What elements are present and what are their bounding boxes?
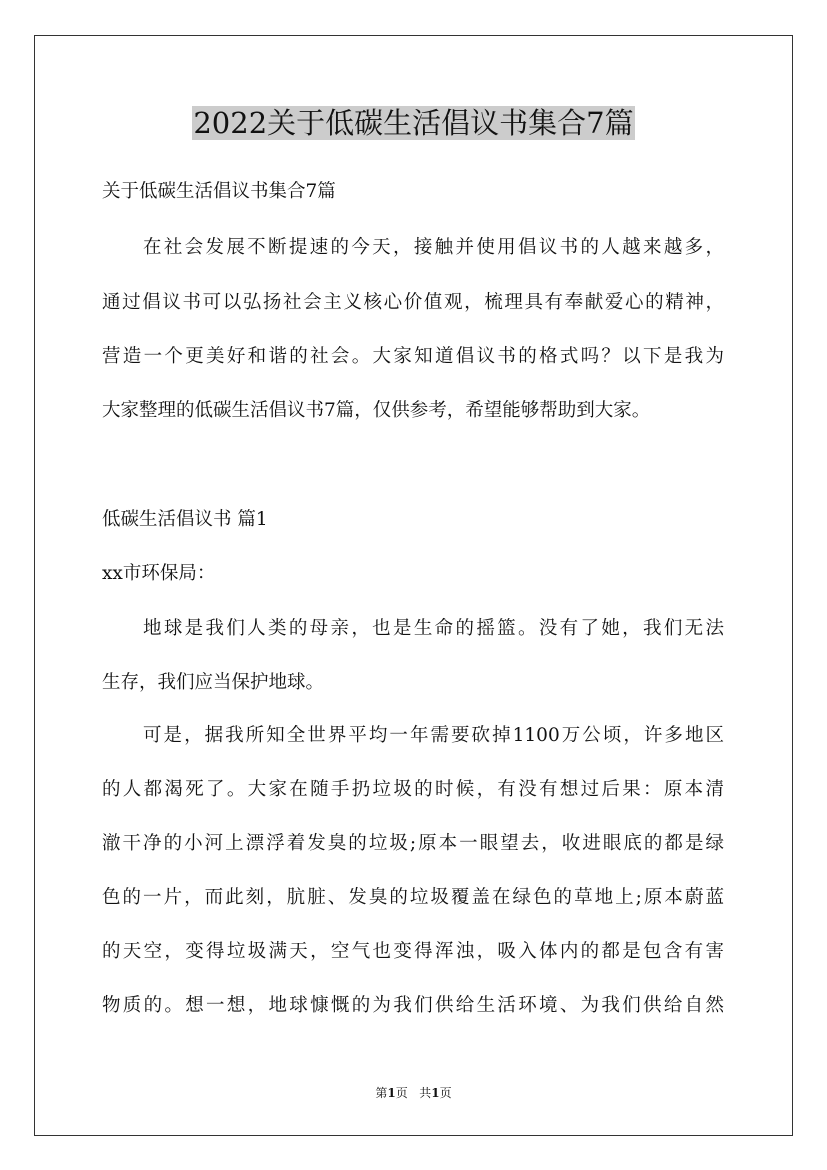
- footer-page-prefix: 第: [375, 1086, 388, 1100]
- document-subtitle: 关于低碳生活倡议书集合7篇: [102, 181, 336, 202]
- footer-total-number: 1: [431, 1086, 440, 1100]
- para2-line-6: 物质的。想一想，地球慷慨的为我们供给生活环境、为我们供给自然: [102, 995, 724, 1016]
- page-footer: [0, 1085, 827, 1101]
- para2-line-2: 的人都渴死了。大家在随手扔垃圾的时候，有没有想过后果：原本清: [102, 779, 724, 800]
- section-heading: 低碳生活倡议书 篇1: [102, 509, 268, 530]
- para2-line-3: 澈干净的小河上漂浮着发臭的垃圾;原本一眼望去，收进眼底的都是绿: [102, 833, 724, 854]
- intro-line-4: 大家整理的低碳生活倡议书7篇，仅供参考，希望能够帮助到大家。: [102, 400, 651, 421]
- footer-total-prefix: 共: [419, 1086, 432, 1100]
- document-title-text: 2022关于低碳生活倡议书集合7篇: [193, 106, 634, 140]
- para1-line-2: 生存，我们应当保护地球。: [102, 672, 325, 693]
- footer-total-suffix: 页: [439, 1086, 452, 1100]
- salutation: xx市环保局：: [102, 563, 216, 584]
- para2-line-5: 的天空，变得垃圾满天，空气也变得浑浊，吸入体内的都是包含有害: [102, 941, 724, 962]
- intro-line-1: 在社会发展不断提速的今天，接触并使用倡议书的人越来越多，: [143, 237, 724, 258]
- footer-page-suffix: 页: [395, 1086, 408, 1100]
- para1-line-1: 地球是我们人类的母亲，也是生命的摇篮。没有了她，我们无法: [143, 618, 724, 639]
- intro-line-3: 营造一个更美好和谐的社会。大家知道倡议书的格式吗？以下是我为: [102, 346, 724, 367]
- intro-line-2: 通过倡议书可以弘扬社会主义核心价值观，梳理具有奉献爱心的精神，: [102, 292, 724, 313]
- footer-page-number: 1: [387, 1086, 396, 1100]
- para2-line-4: 色的一片，而此刻，肮脏、发臭的垃圾覆盖在绿色的草地上;原本蔚蓝: [102, 887, 724, 908]
- para2-line-1: 可是，据我所知全世界平均一年需要砍掉1100万公顷，许多地区: [143, 725, 724, 746]
- document-title: [0, 101, 827, 145]
